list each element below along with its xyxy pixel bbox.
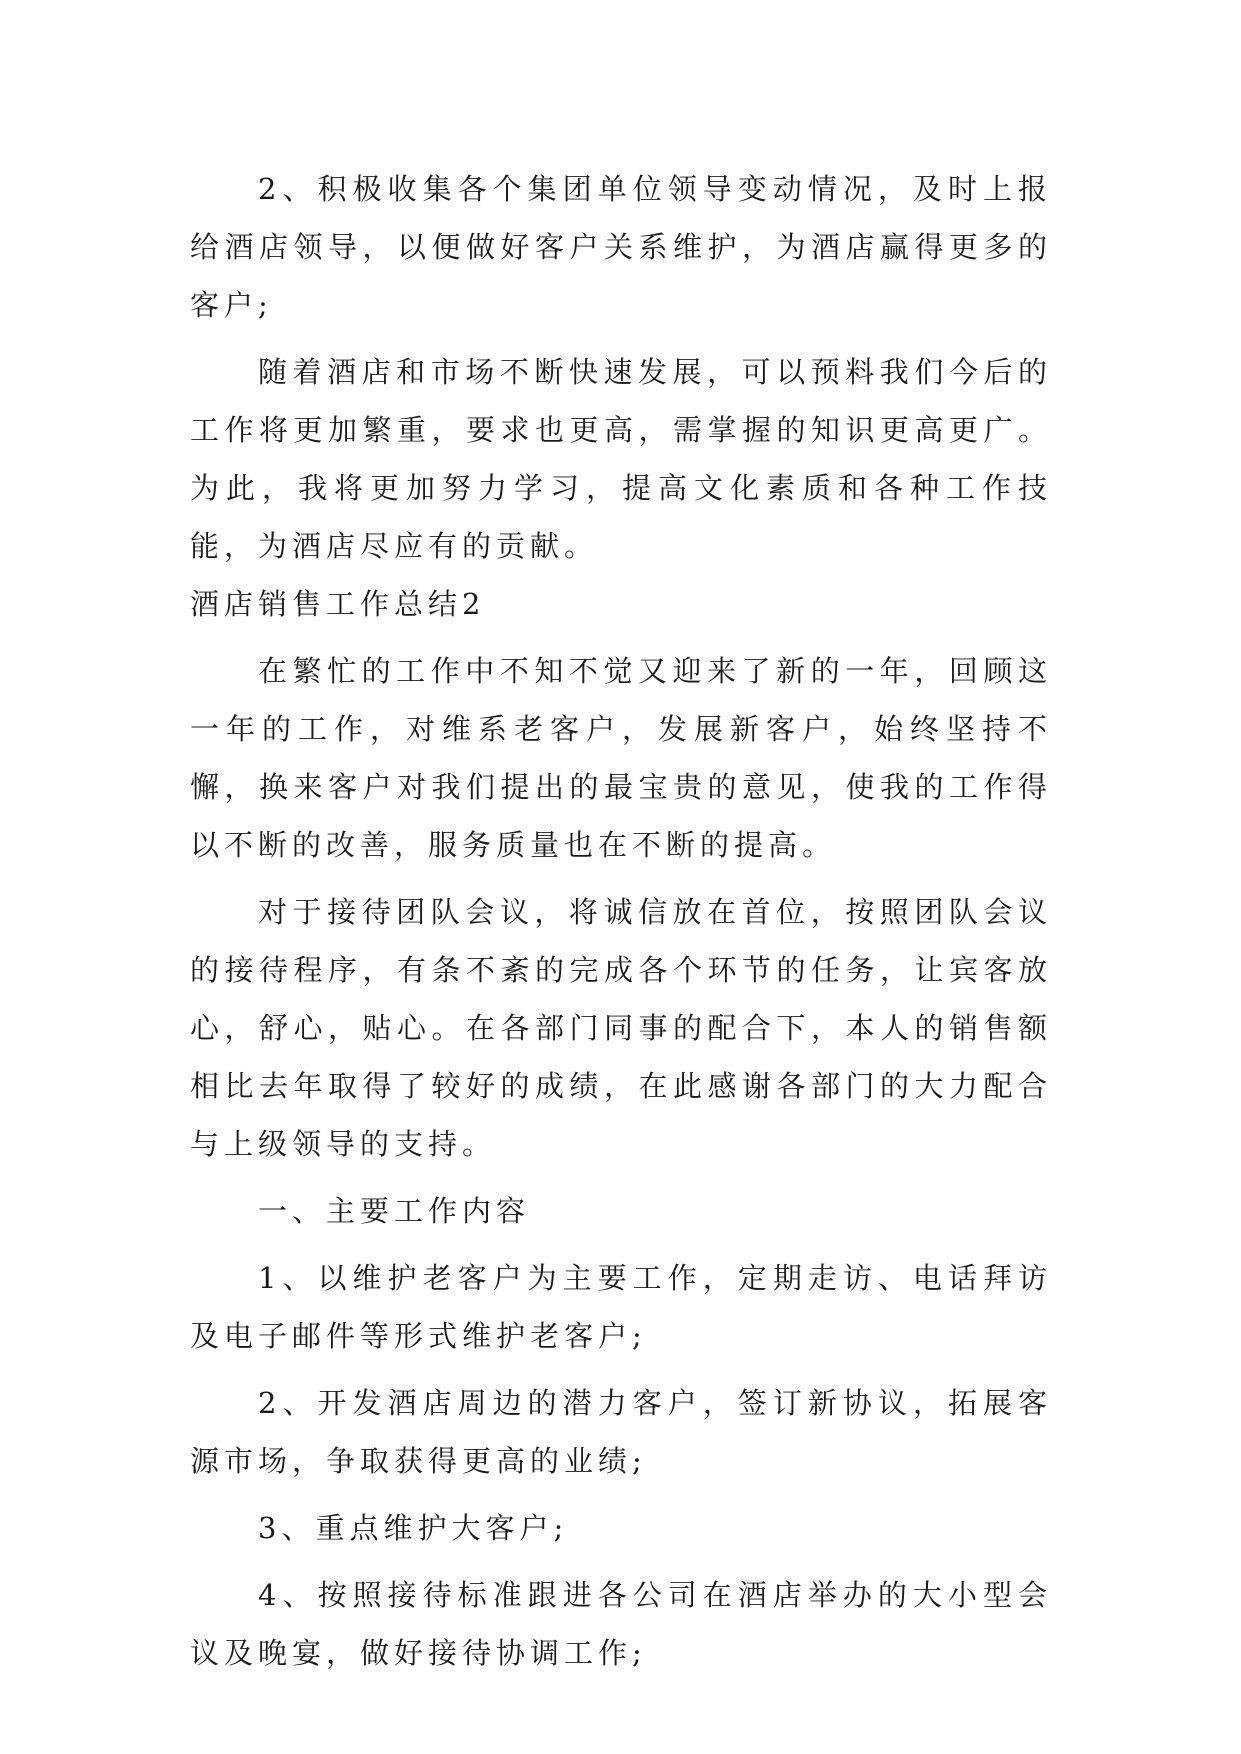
paragraph-team-meetings: 对于接待团队会议，将诚信放在首位，按照团队会议的接待程序，有条不紊的完成各个环节的任务，让宾客放心，舒心，贴心。在各部门同事的配合下，本人的销售额相比去年取得了较好的成绩，在此感谢各部门的大力配合与上级领导的支持。 — [190, 895, 1052, 1161]
list-item-3: 3、重点维护大客户; — [258, 1511, 569, 1545]
list-item-1: 1、以维护老客户为主要工作，定期走访、电话拜访及电子邮件等形式维护老客户; — [190, 1261, 1052, 1353]
section-title: 酒店销售工作总结2 — [190, 587, 486, 621]
paragraph-future-outlook: 随着酒店和市场不断快速发展，可以预料我们今后的工作将更加繁重，要求也更高，需掌握的知识更高更广。为此，我将更加努力学习，提高文化素质和各种工作技能，为酒店尽应有的贡献。 — [190, 355, 1052, 563]
document-body — [190, 160, 1052, 1682]
list-item-4: 4、按照接待标准跟进各公司在酒店举办的大小型会议及晚宴，做好接待协调工作; — [190, 1578, 1052, 1670]
list-item-2: 2、开发酒店周边的潜力客户，签订新协议，拓展客源市场，争取获得更高的业绩; — [190, 1386, 1052, 1478]
paragraph-main-work-heading: 一、主要工作内容 — [258, 1194, 531, 1228]
paragraph-feedback-leaders: 2、积极收集各个集团单位领导变动情况，及时上报给酒店领导，以便做好客户关系维护，为酒店赢得更多的客户; — [190, 172, 1052, 322]
paragraph-year-review: 在繁忙的工作中不知不觉又迎来了新的一年，回顾这一年的工作，对维系老客户，发展新客户，始终坚持不懈，换来客户对我们提出的最宝贵的意见，使我的工作得以不断的改善，服务质量也在不断的提高。 — [190, 654, 1052, 862]
